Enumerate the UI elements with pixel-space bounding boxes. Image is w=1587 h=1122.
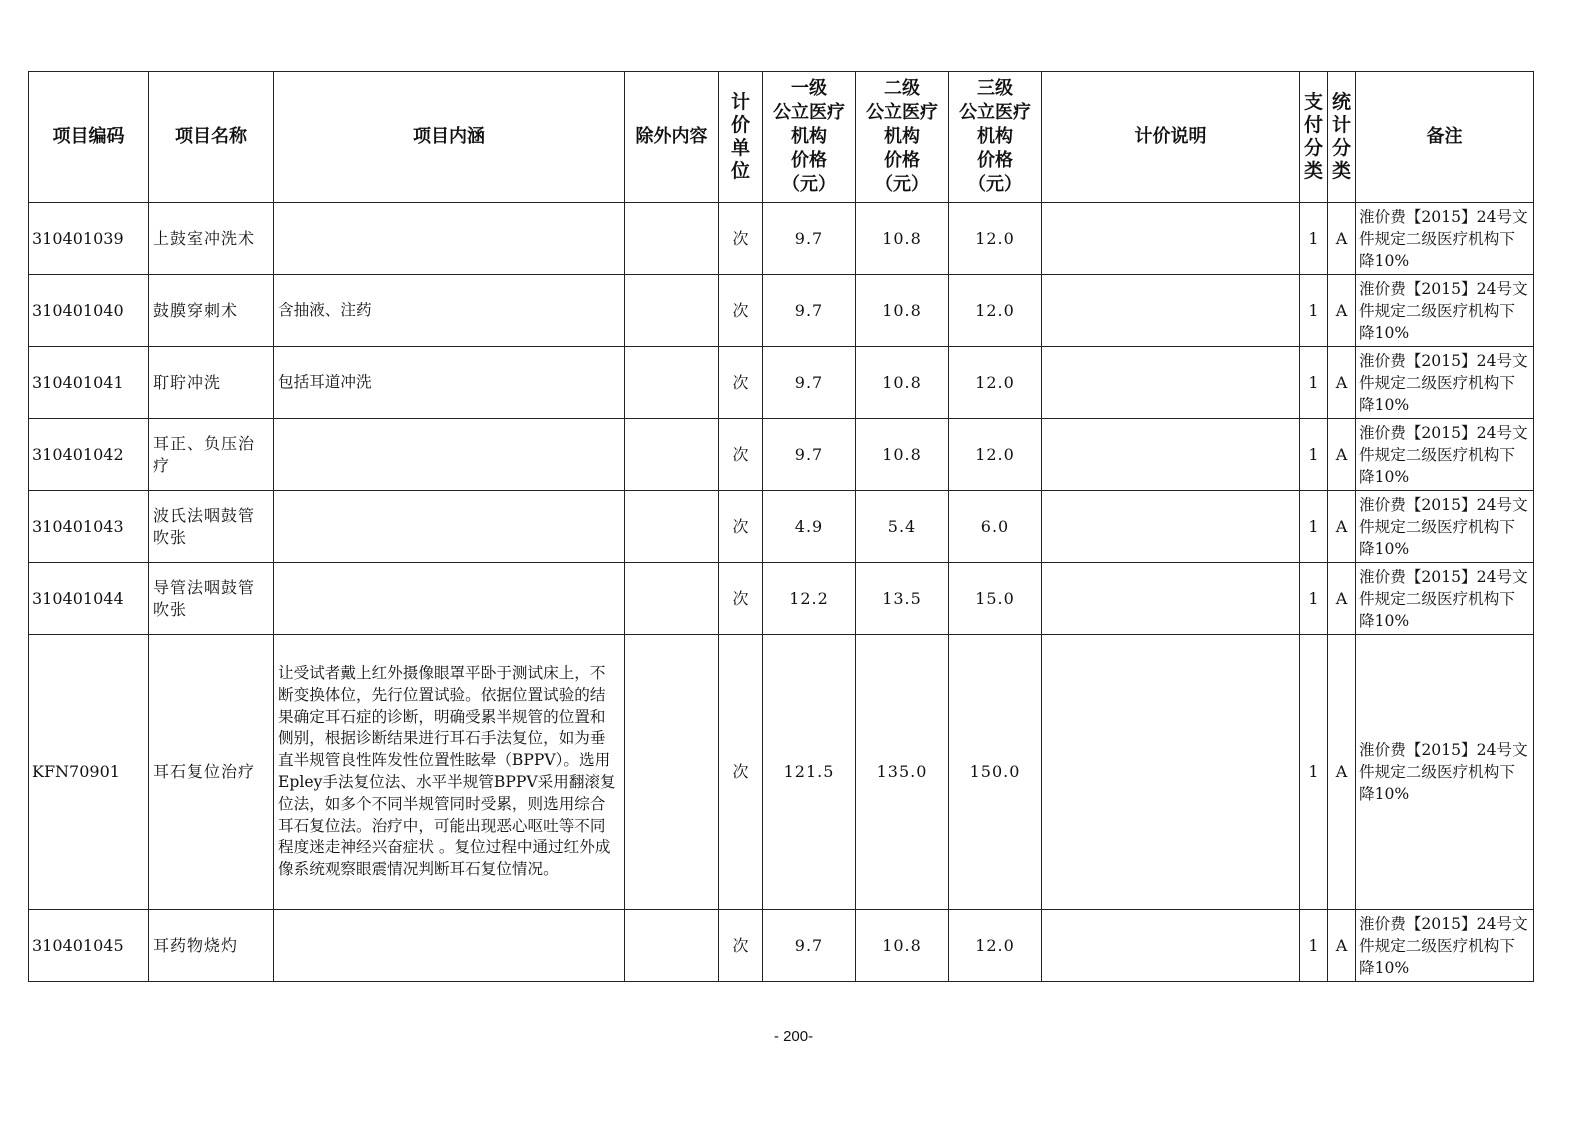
header-payment-category: 支 付 分 类	[1300, 72, 1328, 203]
cell-name: 鼓膜穿刺术	[149, 275, 274, 347]
cell-price-level1: 121.5	[763, 635, 856, 910]
table-row	[29, 275, 1534, 347]
cell-name: 上鼓室冲洗术	[149, 203, 274, 275]
cell-remark: 淮价费【2015】24号文件规定二级医疗机构下降10%	[1356, 347, 1534, 419]
cell-payment-category: 1	[1300, 563, 1328, 635]
cell-exclusion	[625, 419, 719, 491]
cell-exclusion	[625, 275, 719, 347]
cell-price-level1: 4.9	[763, 491, 856, 563]
cell-price-level1: 9.7	[763, 275, 856, 347]
cell-pricing-note	[1042, 910, 1300, 982]
cell-unit: 次	[719, 419, 763, 491]
cell-content: 含抽液、注药	[274, 275, 625, 347]
cell-code: KFN70901	[29, 635, 149, 910]
cell-price-level1: 9.7	[763, 910, 856, 982]
cell-code: 310401043	[29, 491, 149, 563]
table-row	[29, 491, 1534, 563]
cell-payment-category: 1	[1300, 635, 1328, 910]
header-row	[29, 72, 1534, 203]
cell-code: 310401045	[29, 910, 149, 982]
cell-content: 包括耳道冲洗	[274, 347, 625, 419]
table-row	[29, 203, 1534, 275]
cell-code: 310401041	[29, 347, 149, 419]
cell-price-level3: 15.0	[949, 563, 1042, 635]
cell-code: 310401044	[29, 563, 149, 635]
table-row	[29, 635, 1534, 910]
cell-payment-category: 1	[1300, 491, 1328, 563]
cell-unit: 次	[719, 275, 763, 347]
header-stats-category: 统 计 分 类	[1328, 72, 1356, 203]
cell-remark: 淮价费【2015】24号文件规定二级医疗机构下降10%	[1356, 419, 1534, 491]
cell-exclusion	[625, 347, 719, 419]
table-row	[29, 910, 1534, 982]
cell-name: 耵聍冲洗	[149, 347, 274, 419]
cell-name: 耳石复位治疗	[149, 635, 274, 910]
cell-code: 310401042	[29, 419, 149, 491]
header-price-level2: 二级 公立医疗 机构 价格 （元）	[856, 72, 949, 203]
cell-exclusion	[625, 203, 719, 275]
cell-price-level3: 12.0	[949, 275, 1042, 347]
cell-price-level3: 12.0	[949, 910, 1042, 982]
cell-price-level2: 5.4	[856, 491, 949, 563]
cell-remark: 淮价费【2015】24号文件规定二级医疗机构下降10%	[1356, 275, 1534, 347]
cell-pricing-note	[1042, 491, 1300, 563]
cell-remark: 淮价费【2015】24号文件规定二级医疗机构下降10%	[1356, 563, 1534, 635]
cell-code: 310401039	[29, 203, 149, 275]
cell-payment-category: 1	[1300, 203, 1328, 275]
cell-exclusion	[625, 910, 719, 982]
cell-content	[274, 491, 625, 563]
header-remark: 备注	[1356, 72, 1534, 203]
cell-content	[274, 563, 625, 635]
cell-price-level1: 9.7	[763, 347, 856, 419]
cell-payment-category: 1	[1300, 910, 1328, 982]
cell-stats-category: A	[1328, 910, 1356, 982]
cell-content	[274, 203, 625, 275]
cell-payment-category: 1	[1300, 275, 1328, 347]
header-code: 项目编码	[29, 72, 149, 203]
cell-price-level2: 10.8	[856, 910, 949, 982]
cell-price-level2: 10.8	[856, 275, 949, 347]
cell-remark: 淮价费【2015】24号文件规定二级医疗机构下降10%	[1356, 203, 1534, 275]
cell-stats-category: A	[1328, 275, 1356, 347]
cell-price-level3: 12.0	[949, 419, 1042, 491]
cell-price-level3: 12.0	[949, 347, 1042, 419]
cell-unit: 次	[719, 563, 763, 635]
cell-content: 让受试者戴上红外摄像眼罩平卧于测试床上，不断变换体位，先行位置试验。依据位置试验的结果确定耳石症的诊断，明确受累半规管的位置和侧别，根据诊断结果进行耳石手法复位，如为垂直半规管良性阵发性位置性眩晕（BPPV）。选用Epley手法复位法、水平半规管BPPV采用翻滚复位法，如多个不同半规管同时受累，则选用综合耳石复位法。治疗中，可能出现恶心呕吐等不同程度迷走神经兴奋症状 。复位过程中通过红外成像系统观察眼震情况判断耳石复位情况。	[274, 635, 625, 910]
cell-pricing-note	[1042, 203, 1300, 275]
price-table	[28, 71, 1534, 982]
cell-remark: 淮价费【2015】24号文件规定二级医疗机构下降10%	[1356, 635, 1534, 910]
cell-price-level1: 9.7	[763, 203, 856, 275]
cell-remark: 淮价费【2015】24号文件规定二级医疗机构下降10%	[1356, 491, 1534, 563]
cell-content	[274, 910, 625, 982]
cell-price-level2: 135.0	[856, 635, 949, 910]
cell-name: 耳正、负压治疗	[149, 419, 274, 491]
header-price-level3: 三级 公立医疗 机构 价格 （元）	[949, 72, 1042, 203]
cell-name: 波氏法咽鼓管吹张	[149, 491, 274, 563]
header-exclusion: 除外内容	[625, 72, 719, 203]
cell-price-level2: 10.8	[856, 347, 949, 419]
cell-pricing-note	[1042, 635, 1300, 910]
cell-exclusion	[625, 563, 719, 635]
cell-pricing-note	[1042, 563, 1300, 635]
table-row	[29, 419, 1534, 491]
cell-unit: 次	[719, 347, 763, 419]
header-content: 项目内涵	[274, 72, 625, 203]
page-number: - 200-	[773, 1028, 814, 1045]
cell-unit: 次	[719, 491, 763, 563]
cell-stats-category: A	[1328, 203, 1356, 275]
header-pricing-note: 计价说明	[1042, 72, 1300, 203]
table-row	[29, 563, 1534, 635]
header-unit: 计 价 单 位	[719, 72, 763, 203]
cell-exclusion	[625, 635, 719, 910]
cell-unit: 次	[719, 910, 763, 982]
cell-price-level2: 13.5	[856, 563, 949, 635]
cell-unit: 次	[719, 203, 763, 275]
cell-stats-category: A	[1328, 419, 1356, 491]
cell-name: 导管法咽鼓管吹张	[149, 563, 274, 635]
cell-name: 耳药物烧灼	[149, 910, 274, 982]
cell-remark: 淮价费【2015】24号文件规定二级医疗机构下降10%	[1356, 910, 1534, 982]
cell-pricing-note	[1042, 275, 1300, 347]
cell-pricing-note	[1042, 419, 1300, 491]
cell-stats-category: A	[1328, 347, 1356, 419]
cell-price-level2: 10.8	[856, 419, 949, 491]
cell-stats-category: A	[1328, 635, 1356, 910]
cell-price-level3: 150.0	[949, 635, 1042, 910]
cell-pricing-note	[1042, 347, 1300, 419]
header-price-level1: 一级 公立医疗 机构 价格 （元）	[763, 72, 856, 203]
table-row	[29, 347, 1534, 419]
cell-price-level3: 12.0	[949, 203, 1042, 275]
cell-exclusion	[625, 491, 719, 563]
cell-price-level2: 10.8	[856, 203, 949, 275]
cell-stats-category: A	[1328, 491, 1356, 563]
cell-price-level1: 12.2	[763, 563, 856, 635]
cell-unit: 次	[719, 635, 763, 910]
cell-code: 310401040	[29, 275, 149, 347]
cell-price-level1: 9.7	[763, 419, 856, 491]
cell-content	[274, 419, 625, 491]
header-name: 项目名称	[149, 72, 274, 203]
cell-stats-category: A	[1328, 563, 1356, 635]
cell-price-level3: 6.0	[949, 491, 1042, 563]
cell-payment-category: 1	[1300, 347, 1328, 419]
cell-payment-category: 1	[1300, 419, 1328, 491]
